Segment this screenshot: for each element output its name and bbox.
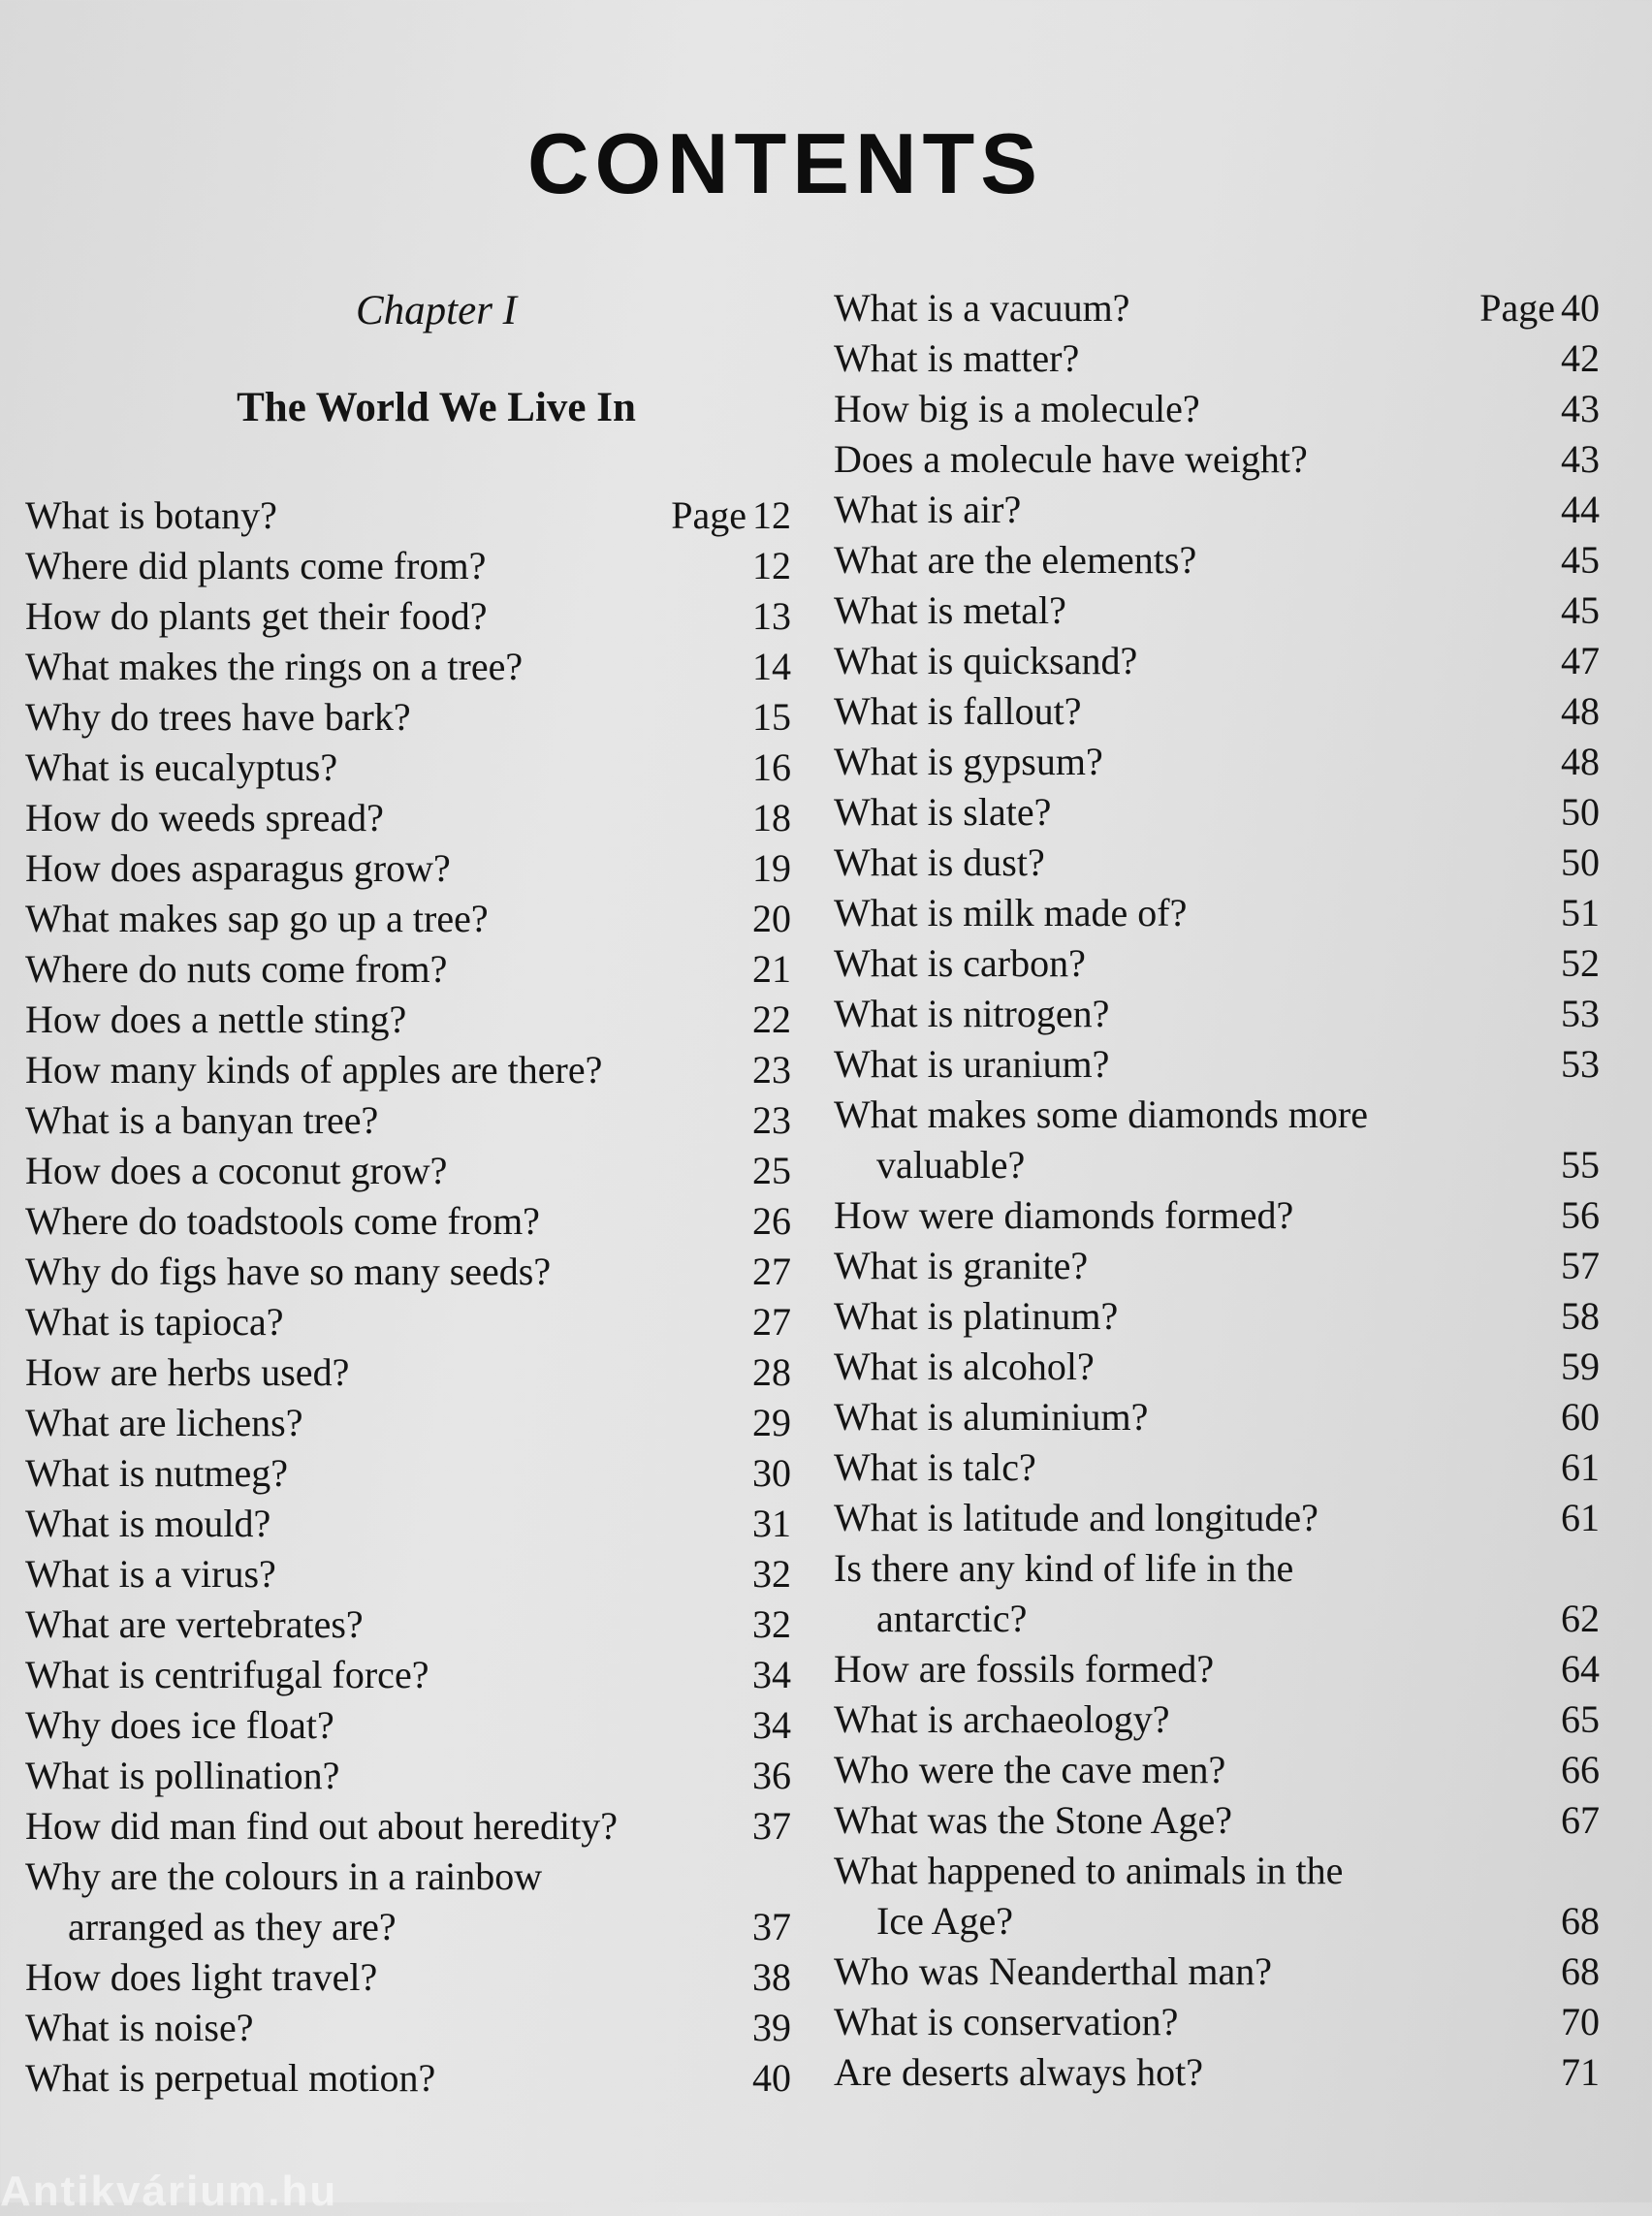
- toc-entry: [25, 843, 791, 894]
- toc-page-number: [671, 491, 791, 541]
- toc-entry: [834, 535, 1600, 586]
- page-number: 56: [1561, 1193, 1600, 1237]
- page-number: 40: [1561, 286, 1600, 330]
- toc-question: What is dust?: [834, 840, 1045, 884]
- toc-question: What are the elements?: [834, 538, 1197, 582]
- toc-page-number: [1561, 333, 1600, 384]
- page-number: 62: [1561, 1597, 1600, 1640]
- toc-page-number: [752, 1599, 791, 1650]
- toc-question: How does a coconut grow?: [25, 1149, 448, 1192]
- toc-question: Who was Neanderthal man?: [834, 1949, 1273, 1993]
- toc-entry: [25, 1549, 791, 1599]
- toc-entry: [834, 1745, 1600, 1795]
- toc-entry: [834, 485, 1600, 535]
- toc-page-number: [1561, 1745, 1600, 1795]
- toc-entry: [25, 1247, 791, 1297]
- toc-page-number: [752, 1196, 791, 1247]
- page-number: 37: [752, 1905, 791, 1948]
- page-number: 27: [752, 1250, 791, 1293]
- toc-page-number: [1561, 2047, 1600, 2098]
- toc-entry: [834, 888, 1600, 938]
- toc-entry: [834, 787, 1600, 838]
- toc-entry: [25, 1499, 791, 1549]
- page-number: 23: [752, 1048, 791, 1092]
- toc-entry: [25, 1196, 791, 1247]
- toc-entry: [834, 586, 1600, 636]
- toc-page-number: [1561, 1039, 1600, 1090]
- toc-entry: [25, 1045, 791, 1095]
- toc-entry: [25, 743, 791, 793]
- toc-entry: [834, 1342, 1600, 1392]
- page-number: 71: [1561, 2050, 1600, 2094]
- toc-question: What is eucalyptus?: [25, 745, 338, 789]
- toc-entry: [25, 1297, 791, 1347]
- toc-question: What is carbon?: [834, 941, 1086, 985]
- toc-question: Why do figs have so many seeds?: [25, 1250, 552, 1293]
- page-number: 45: [1561, 538, 1600, 582]
- toc-page-number: [1561, 1644, 1600, 1694]
- toc-entry: [834, 1493, 1600, 1543]
- toc-page-number: [752, 1045, 791, 1095]
- toc-question: What is granite?: [834, 1244, 1089, 1287]
- toc-question: How does asparagus grow?: [25, 846, 451, 890]
- bleed-through-text: [320, 29, 330, 79]
- toc-entry: [25, 1650, 791, 1700]
- toc-page-number: [1561, 989, 1600, 1039]
- page-number: 37: [752, 1804, 791, 1848]
- page-number: 26: [752, 1199, 791, 1243]
- toc-entry: [834, 1442, 1600, 1493]
- page-number: 39: [752, 2006, 791, 2049]
- page-number: 30: [752, 1451, 791, 1495]
- toc-entry: [25, 1801, 791, 1852]
- toc-question: What is centrifugal force?: [25, 1653, 429, 1696]
- toc-page-number: [1561, 1241, 1600, 1291]
- toc-question: What is air?: [834, 488, 1022, 531]
- page-number: 12: [752, 493, 791, 537]
- toc-question: Why does ice float?: [25, 1703, 334, 1747]
- toc-page-number: [752, 1902, 791, 1952]
- page-title: CONTENTS: [527, 115, 1043, 211]
- toc-page-number: [752, 1650, 791, 1700]
- toc-entry: [25, 995, 791, 1045]
- page-number: 43: [1561, 437, 1600, 481]
- page-label: Page: [1479, 286, 1555, 330]
- toc-question: Does a molecule have weight?: [834, 437, 1308, 481]
- page-number: 23: [752, 1098, 791, 1142]
- toc-page-number: [752, 591, 791, 642]
- toc-page-number: [752, 2053, 791, 2104]
- toc-entry: [25, 591, 791, 642]
- toc-question: How do plants get their food?: [25, 594, 488, 638]
- page-number: 59: [1561, 1345, 1600, 1388]
- toc-entry: [25, 1146, 791, 1196]
- toc-page-number: [752, 692, 791, 743]
- page-number: 45: [1561, 588, 1600, 632]
- page-number: 66: [1561, 1748, 1600, 1791]
- chapter-heading: Chapter I: [355, 288, 518, 333]
- left-column: [25, 491, 791, 2104]
- toc-page-number: [1561, 838, 1600, 888]
- toc-question: What is aluminium?: [834, 1395, 1149, 1439]
- toc-page-number: [752, 642, 791, 692]
- toc-question: Where do nuts come from?: [25, 947, 448, 991]
- toc-question: What is a virus?: [25, 1552, 276, 1596]
- page-number: 32: [752, 1552, 791, 1596]
- toc-entry: [834, 1947, 1600, 1997]
- toc-question: Where do toadstools come from?: [25, 1199, 540, 1243]
- page-number: 68: [1561, 1949, 1600, 1993]
- page-number: 18: [752, 796, 791, 839]
- page-number: 31: [752, 1502, 791, 1545]
- toc-page-number: [1561, 787, 1600, 838]
- toc-page-number: [752, 1549, 791, 1599]
- toc-page-number: [1561, 636, 1600, 686]
- toc-page-number: [1561, 1140, 1600, 1190]
- toc-entry: [834, 283, 1600, 333]
- toc-question: What is mould?: [25, 1502, 271, 1545]
- toc-page-number: [1561, 938, 1600, 989]
- toc-question: What is pollination?: [25, 1754, 340, 1797]
- page-number: 61: [1561, 1496, 1600, 1539]
- right-column: [834, 283, 1600, 2098]
- toc-page-number: [752, 1700, 791, 1751]
- toc-entry: [25, 944, 791, 995]
- toc-page-number: [752, 541, 791, 591]
- page-number: 20: [752, 897, 791, 940]
- toc-entry: [834, 838, 1600, 888]
- toc-entry: [25, 1398, 791, 1448]
- toc-page-number: [752, 1952, 791, 2003]
- toc-page-number: [1561, 1997, 1600, 2047]
- page-number: 58: [1561, 1294, 1600, 1338]
- page-number: 60: [1561, 1395, 1600, 1439]
- toc-page-number: [1561, 1342, 1600, 1392]
- toc-question: How many kinds of apples are there?: [25, 1048, 603, 1092]
- page-number: 21: [752, 947, 791, 991]
- toc-question-continuation: antarctic?: [876, 1597, 1028, 1640]
- toc-question: What happened to animals in the: [834, 1849, 1344, 1892]
- toc-question: Why are the colours in a rainbow: [25, 1854, 543, 1898]
- toc-page-number: [752, 1499, 791, 1549]
- toc-entry: [25, 1448, 791, 1499]
- toc-page-number: [1561, 686, 1600, 737]
- page-number: 25: [752, 1149, 791, 1192]
- toc-question: What is talc?: [834, 1445, 1036, 1489]
- toc-page-number: [1561, 737, 1600, 787]
- page-number: 34: [752, 1653, 791, 1696]
- toc-page-number: [752, 1297, 791, 1347]
- toc-page-number: [752, 1448, 791, 1499]
- page-number: 48: [1561, 689, 1600, 733]
- toc-entry: [834, 1644, 1600, 1694]
- toc-page-number: [752, 1146, 791, 1196]
- toc-question: What is alcohol?: [834, 1345, 1095, 1388]
- page-number: 19: [752, 846, 791, 890]
- page-number: 50: [1561, 790, 1600, 834]
- toc-question: What is platinum?: [834, 1294, 1119, 1338]
- toc-entry: [834, 1291, 1600, 1342]
- page-number: 38: [752, 1955, 791, 1999]
- toc-entry: [834, 1090, 1600, 1190]
- toc-question: What is quicksand?: [834, 639, 1138, 682]
- toc-page-number: [1561, 1896, 1600, 1947]
- toc-page-number: [1561, 485, 1600, 535]
- page-number: 53: [1561, 1042, 1600, 1086]
- section-heading: The World We Live In: [237, 385, 636, 430]
- toc-entry: [834, 636, 1600, 686]
- toc-entry: [25, 1852, 791, 1952]
- toc-question: What are lichens?: [25, 1401, 303, 1444]
- toc-entry: [25, 793, 791, 843]
- toc-entry: [25, 1347, 791, 1398]
- toc-page-number: [752, 1801, 791, 1852]
- toc-entry: [834, 1039, 1600, 1090]
- toc-entry: [834, 938, 1600, 989]
- toc-question: Where did plants come from?: [25, 544, 487, 587]
- page-number: 70: [1561, 2000, 1600, 2043]
- page-number: 48: [1561, 740, 1600, 783]
- toc-entry: [25, 642, 791, 692]
- page-number: 47: [1561, 639, 1600, 682]
- toc-question: What are vertebrates?: [25, 1602, 364, 1646]
- toc-page-number: [752, 1347, 791, 1398]
- toc-question: How did man find out about heredity?: [25, 1804, 618, 1848]
- toc-page-number: [1561, 1442, 1600, 1493]
- toc-page-number: [1561, 1493, 1600, 1543]
- toc-question: What was the Stone Age?: [834, 1798, 1232, 1842]
- page-number: 64: [1561, 1647, 1600, 1691]
- toc-entry: [25, 491, 791, 541]
- toc-entry: [25, 2003, 791, 2053]
- toc-page-number: [1561, 1291, 1600, 1342]
- toc-page-number: [1561, 384, 1600, 434]
- page-number: 32: [752, 1602, 791, 1646]
- page-number: 42: [1561, 336, 1600, 380]
- toc-question: What is nitrogen?: [834, 992, 1110, 1035]
- toc-entry: [834, 333, 1600, 384]
- page-number: 27: [752, 1300, 791, 1344]
- toc-question: What is tapioca?: [25, 1300, 284, 1344]
- toc-entry: [25, 1599, 791, 1650]
- toc-question: What is noise?: [25, 2006, 254, 2049]
- toc-entry: [834, 737, 1600, 787]
- toc-question: What is latitude and longitude?: [834, 1496, 1318, 1539]
- toc-question: What is gypsum?: [834, 740, 1103, 783]
- toc-question: What makes the rings on a tree?: [25, 645, 524, 688]
- toc-entry: [834, 1694, 1600, 1745]
- toc-page-number: [752, 2003, 791, 2053]
- toc-entry: [834, 1997, 1600, 2047]
- toc-page-number: [1561, 1947, 1600, 1997]
- toc-entry: [834, 1190, 1600, 1241]
- page-label: Page: [671, 493, 747, 537]
- toc-question: Are deserts always hot?: [834, 2050, 1203, 2094]
- toc-entry: [25, 1095, 791, 1146]
- toc-question-continuation: Ice Age?: [876, 1899, 1014, 1943]
- toc-page-number: [1561, 535, 1600, 586]
- toc-entry: [25, 692, 791, 743]
- toc-question: How does a nettle sting?: [25, 997, 407, 1041]
- page-number: 15: [752, 695, 791, 739]
- toc-question-continuation: arranged as they are?: [68, 1905, 397, 1948]
- toc-entry: [25, 541, 791, 591]
- toc-page-number: [1479, 283, 1600, 333]
- toc-page-number: [752, 1751, 791, 1801]
- toc-question: How are fossils formed?: [834, 1647, 1215, 1691]
- toc-question: How big is a molecule?: [834, 387, 1200, 430]
- page-number: 50: [1561, 840, 1600, 884]
- toc-entry: [25, 2053, 791, 2104]
- toc-entry: [834, 1795, 1600, 1846]
- toc-question: What is perpetual motion?: [25, 2056, 436, 2100]
- page-number: 68: [1561, 1899, 1600, 1943]
- toc-entry: [834, 989, 1600, 1039]
- toc-question: What is botany?: [25, 493, 277, 537]
- page-number: 67: [1561, 1798, 1600, 1842]
- toc-page-number: [1561, 1594, 1600, 1644]
- toc-question-continuation: valuable?: [876, 1143, 1026, 1187]
- page-number: 28: [752, 1350, 791, 1394]
- page-number: 22: [752, 997, 791, 1041]
- toc-question: Why do trees have bark?: [25, 695, 411, 739]
- toc-question: How are herbs used?: [25, 1350, 350, 1394]
- toc-page-number: [752, 1398, 791, 1448]
- toc-page-number: [1561, 888, 1600, 938]
- toc-question: What is archaeology?: [834, 1697, 1170, 1741]
- toc-question: What is milk made of?: [834, 891, 1188, 934]
- page-number: 12: [752, 544, 791, 587]
- toc-question: What is a vacuum?: [834, 286, 1130, 330]
- page-number: 16: [752, 745, 791, 789]
- toc-question: Who were the cave men?: [834, 1748, 1226, 1791]
- toc-question: What is matter?: [834, 336, 1080, 380]
- page-number: 52: [1561, 941, 1600, 985]
- toc-question: How do weeds spread?: [25, 796, 384, 839]
- toc-entry: [834, 686, 1600, 737]
- toc-question: What is uranium?: [834, 1042, 1110, 1086]
- toc-question: What is slate?: [834, 790, 1052, 834]
- toc-entry: [834, 1241, 1600, 1291]
- page-number: 43: [1561, 387, 1600, 430]
- toc-page-number: [752, 995, 791, 1045]
- toc-page-number: [1561, 586, 1600, 636]
- page-number: 36: [752, 1754, 791, 1797]
- toc-question: What is a banyan tree?: [25, 1098, 379, 1142]
- page-number: 13: [752, 594, 791, 638]
- page-number: 40: [752, 2056, 791, 2100]
- toc-entry: [834, 434, 1600, 485]
- toc-entry: [25, 1700, 791, 1751]
- toc-page-number: [1561, 1694, 1600, 1745]
- toc-question: What is fallout?: [834, 689, 1082, 733]
- page-number: 34: [752, 1703, 791, 1747]
- page-number: 57: [1561, 1244, 1600, 1287]
- toc-question: What makes some diamonds more: [834, 1092, 1368, 1136]
- toc-page-number: [752, 743, 791, 793]
- toc-entry: [25, 1952, 791, 2003]
- toc-page-number: [752, 894, 791, 944]
- toc-question: What is metal?: [834, 588, 1066, 632]
- toc-entry: [834, 1392, 1600, 1442]
- toc-page-number: [752, 843, 791, 894]
- page-number: 14: [752, 645, 791, 688]
- toc-entry: [834, 1543, 1600, 1644]
- page-number: 65: [1561, 1697, 1600, 1741]
- toc-page-number: [752, 793, 791, 843]
- toc-question: Is there any kind of life in the: [834, 1546, 1294, 1590]
- toc-entry: [834, 2047, 1600, 2098]
- page-number: 29: [752, 1401, 791, 1444]
- page-number: 53: [1561, 992, 1600, 1035]
- toc-entry: [25, 1751, 791, 1801]
- page-number: 55: [1561, 1143, 1600, 1187]
- toc-question: What is nutmeg?: [25, 1451, 289, 1495]
- page-number: 61: [1561, 1445, 1600, 1489]
- toc-page-number: [752, 944, 791, 995]
- toc-page-number: [1561, 1190, 1600, 1241]
- toc-page-number: [1561, 1795, 1600, 1846]
- page-number: 44: [1561, 488, 1600, 531]
- toc-entry: [834, 384, 1600, 434]
- toc-page-number: [1561, 434, 1600, 485]
- toc-entry: [834, 1846, 1600, 1947]
- watermark: Antikvárium.hu: [0, 2168, 338, 2215]
- toc-page-number: [752, 1247, 791, 1297]
- toc-page-number: [752, 1095, 791, 1146]
- toc-entry: [25, 894, 791, 944]
- toc-question: What is conservation?: [834, 2000, 1179, 2043]
- page-number: 51: [1561, 891, 1600, 934]
- toc-question: What makes sap go up a tree?: [25, 897, 489, 940]
- toc-page-number: [1561, 1392, 1600, 1442]
- toc-question: How were diamonds formed?: [834, 1193, 1294, 1237]
- toc-question: How does light travel?: [25, 1955, 378, 1999]
